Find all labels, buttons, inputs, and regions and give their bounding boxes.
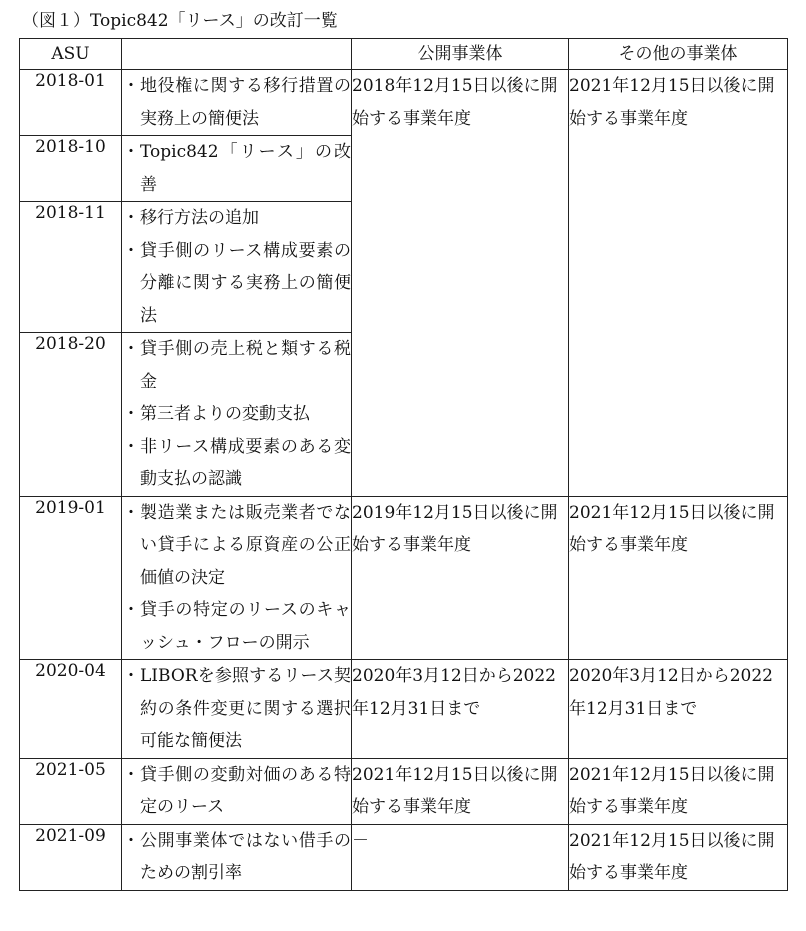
bullet-mark: ・ (122, 240, 140, 261)
amendment-item-text: 第三者よりの変動支払 (140, 404, 310, 424)
header-asu: ASU (20, 39, 122, 70)
amendment-content (122, 136, 352, 202)
amendment-item (122, 825, 351, 890)
public-entity-effective-date: － (352, 824, 569, 890)
asu-number: 2018-20 (20, 333, 122, 497)
asu-number: 2021-09 (20, 824, 122, 890)
asu-number: 2018-01 (20, 70, 122, 136)
amendment-content (122, 824, 352, 890)
amendment-item-text: 貸手の特定のリースのキャッシュ・フローの開示 (140, 600, 351, 653)
amendment-item (122, 235, 351, 333)
amendment-item-text: LIBORを参照するリース契約の条件変更に関する選択可能な簡便法 (140, 666, 351, 751)
other-entity-effective-date: 2021年12月15日以後に開始する事業年度 (569, 70, 788, 497)
figure-caption: （図１）Topic842「リース」の改訂一覧 (22, 11, 338, 31)
bullet-mark: ・ (122, 502, 140, 523)
public-entity-effective-date: 2018年12月15日以後に開始する事業年度 (352, 70, 569, 497)
amendment-item (122, 398, 351, 431)
bullet-mark: ・ (122, 208, 140, 228)
other-entity-effective-date: 2020年3月12日から2022年12月31日まで (569, 660, 788, 759)
amendment-item-text: 製造業または販売業者でない貸手による原資産の公正価値の決定 (140, 502, 351, 588)
amendment-item (122, 136, 351, 201)
amendment-item-text: 貸手側の変動対価のある特定のリース (140, 764, 351, 817)
bullet-mark: ・ (122, 142, 140, 162)
amendment-item (122, 660, 351, 758)
amendment-item (122, 202, 351, 235)
amendment-item (122, 594, 351, 659)
bullet-mark: ・ (122, 436, 140, 457)
amendment-item-text: 公開事業体ではない借手のための割引率 (140, 830, 351, 883)
amendment-content (122, 333, 352, 497)
header-other-entity: その他の事業体 (569, 39, 788, 70)
amendment-item-text: 貸手側の売上税と類する税金 (140, 339, 351, 392)
bullet-mark: ・ (122, 339, 140, 359)
asu-number: 2021-05 (20, 758, 122, 824)
asu-number: 2018-10 (20, 136, 122, 202)
table-row (20, 496, 788, 660)
header-content (122, 39, 352, 70)
amendment-content (122, 660, 352, 759)
table-row (20, 824, 788, 890)
amendment-item-text: Topic842「リース」の改善 (140, 142, 351, 195)
amendment-content (122, 758, 352, 824)
amendment-content (122, 496, 352, 660)
bullet-mark: ・ (122, 600, 140, 620)
amendment-item-text: 地役権に関する移行措置の実務上の簡便法 (140, 76, 351, 129)
amendment-item (122, 70, 351, 135)
table-row (20, 70, 788, 136)
table-row (20, 660, 788, 759)
bullet-mark: ・ (122, 666, 140, 686)
public-entity-effective-date: 2019年12月15日以後に開始する事業年度 (352, 496, 569, 660)
amendment-item-text: 貸手側のリース構成要素の分離に関する実務上の簡便法 (140, 240, 351, 326)
header-public-entity: 公開事業体 (352, 39, 569, 70)
bullet-mark: ・ (122, 830, 140, 851)
other-entity-effective-date: 2021年12月15日以後に開始する事業年度 (569, 758, 788, 824)
public-entity-effective-date: 2021年12月15日以後に開始する事業年度 (352, 758, 569, 824)
amendment-content (122, 202, 352, 333)
asu-number: 2020-04 (20, 660, 122, 759)
amendment-item-text: 移行方法の追加 (140, 208, 259, 228)
header-row (20, 39, 788, 70)
table-body (20, 70, 788, 891)
other-entity-effective-date: 2021年12月15日以後に開始する事業年度 (569, 824, 788, 890)
asu-amendment-table (19, 38, 788, 891)
amendment-item (122, 431, 351, 496)
bullet-mark: ・ (122, 76, 140, 96)
public-entity-effective-date: 2020年3月12日から2022年12月31日まで (352, 660, 569, 759)
amendment-item (122, 759, 351, 824)
table-row (20, 758, 788, 824)
amendment-item-text: 非リース構成要素のある変動支払の認識 (140, 436, 351, 489)
bullet-mark: ・ (122, 404, 140, 424)
asu-number: 2018-11 (20, 202, 122, 333)
amendment-item (122, 333, 351, 398)
other-entity-effective-date: 2021年12月15日以後に開始する事業年度 (569, 496, 788, 660)
amendment-item (122, 497, 351, 595)
asu-number: 2019-01 (20, 496, 122, 660)
bullet-mark: ・ (122, 764, 140, 785)
amendment-content (122, 70, 352, 136)
